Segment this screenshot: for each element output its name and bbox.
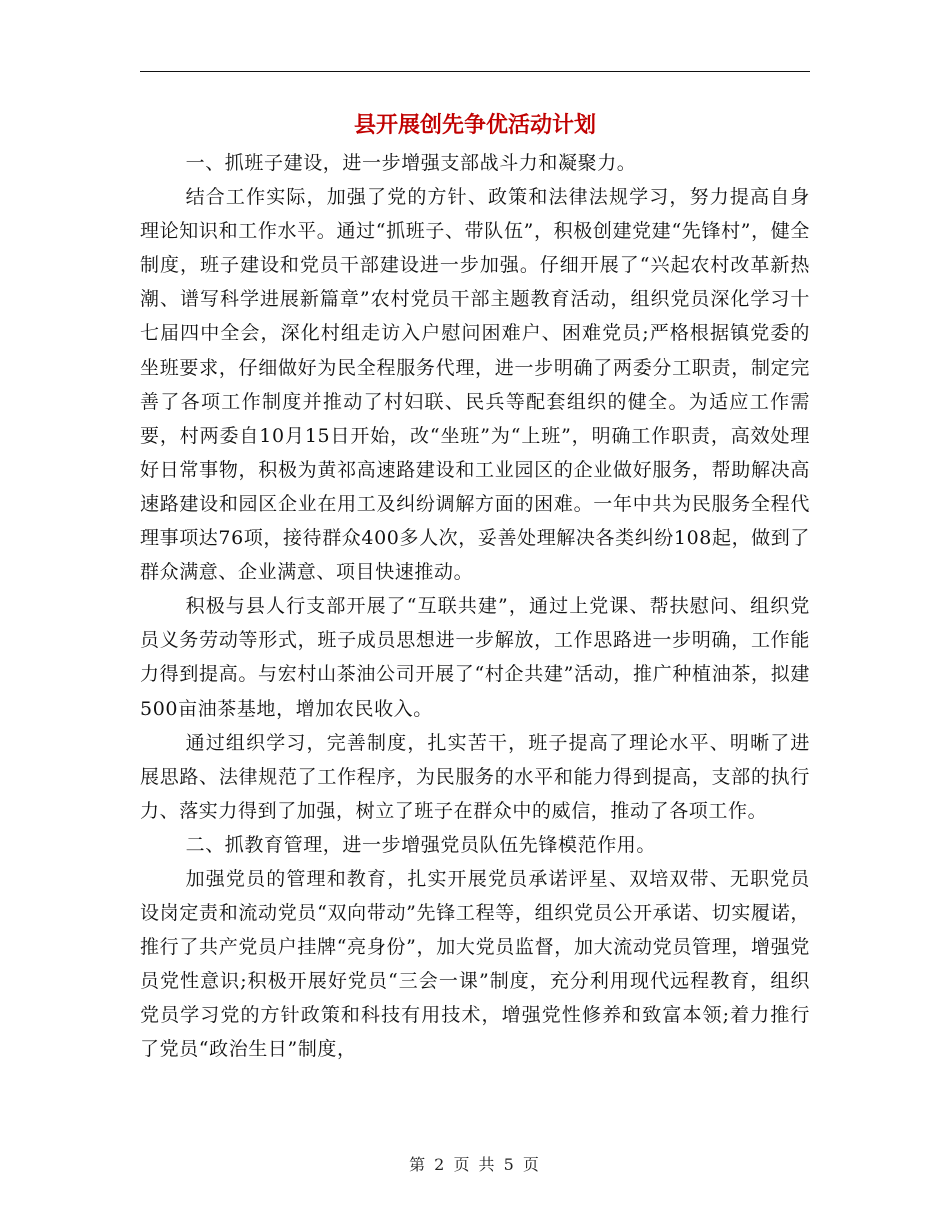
body-paragraph: 积极与县人行支部开展了“互联共建”，通过上党课、帮扶慰问、组织党员义务劳动等形式，班子成员思想进一步解放，工作思路进一步明确，工作能力得到提高。与宏村山茶油公司开展了“村企共建”活动，推广种植油茶，拟建500亩油茶基地，增加农民收入。 <box>140 595 810 720</box>
section-heading-1: 一、抓班子建设，进一步增强支部战斗力和凝聚力。 <box>185 152 637 174</box>
document-title: 县开展创先争优活动计划 <box>353 113 596 138</box>
document-body <box>140 146 810 1067</box>
body-paragraph: 通过组织学习，完善制度，扎实苦干，班子提高了理论水平、明晰了进展思路、法律规范了工作程序，为民服务的水平和能力得到提高，支部的执行力、落实力得到了加强，树立了班子在群众中的威信，推动了各项工作。 <box>140 731 810 822</box>
section-heading-2: 二、抓教育管理，进一步增强党员队伍先锋模范作用。 <box>185 833 656 856</box>
body-paragraph: 加强党员的管理和教育，扎实开展党员承诺评星、双培双带、无职党员设岗定责和流动党员“双向带动”先锋工程等，组织党员公开承诺、切实履诺，推行了共产党员户挂牌“亮身份”，加大党员监督，加大流动党员管理，增强党员党性意识;积极开展好党员“三会一课”制度，充分利用现代远程教育，组织党员学习党的方针政策和科技有用技术，增强党性修养和致富本领;着力推行了党员“政治生日”制度， <box>140 867 810 1061</box>
body-paragraph: 结合工作实际，加强了党的方针、政策和法律法规学习，努力提高自身理论知识和工作水平。通过“抓班子、带队伍”，积极创建党建“先锋村”，健全制度，班子建设和党员干部建设进一步加强。仔细开展了“兴起农村改革新热潮、谱写科学进展新篇章”农村党员干部主题教育活动，组织党员深化学习十七届四中全会，深化村组走访入户慰问困难户、困难党员;严格根据镇党委的坐班要求，仔细做好为民全程服务代理，进一步明确了两委分工职责，制定完善了各项工作制度并推动了村妇联、民兵等配套组织的健全。为适应工作需要，村两委自10月15日开始，改“坐班”为“上班”，明确工作职责，高效处理好日常事物，积极为黄祁高速路建设和工业园区的企业做好服务，帮助解决高速路建设和园区企业在用工及纠纷调解方面的困难。一年中共为民服务全程代理事项达76项，接待群众400多人次，妥善处理解决各类纠纷108起，做到了群众满意、企业满意、项目快速推动。 <box>140 186 810 584</box>
page-number: 第 2 页 共 5 页 <box>409 1155 541 1174</box>
header-rule <box>140 71 810 72</box>
